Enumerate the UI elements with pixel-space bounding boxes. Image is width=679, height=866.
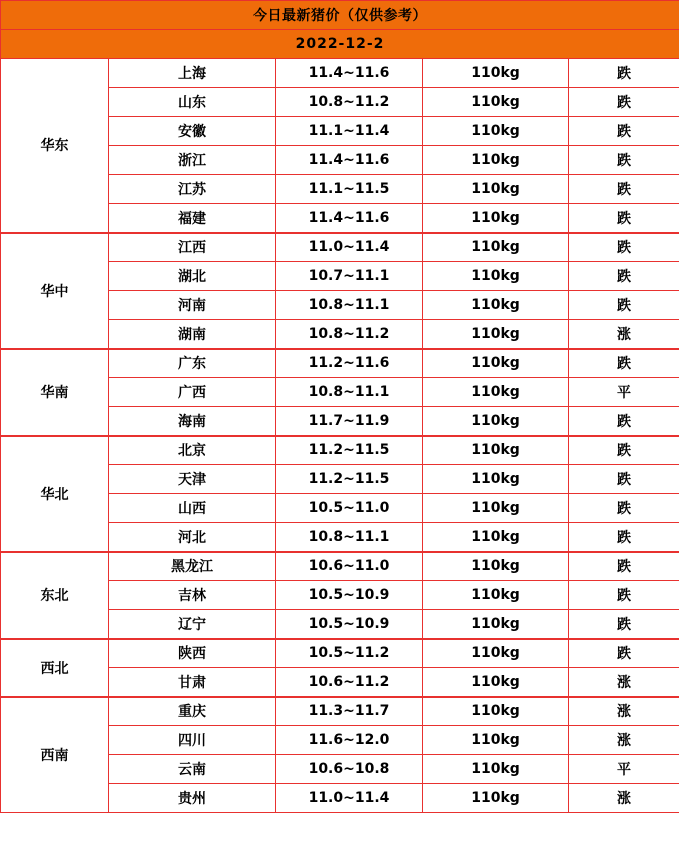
weight-cell: 110kg xyxy=(423,204,569,233)
table-row xyxy=(1,233,679,262)
trend-cell: 跌 xyxy=(569,291,679,320)
weight-cell: 110kg xyxy=(423,291,569,320)
price-cell: 10.5~11.0 xyxy=(276,494,423,523)
table-body xyxy=(1,1,679,813)
price-cell: 10.5~11.2 xyxy=(276,639,423,668)
province-cell: 黑龙江 xyxy=(109,552,276,581)
province-cell: 天津 xyxy=(109,465,276,494)
region-cell: 华南 xyxy=(1,349,109,436)
weight-cell: 110kg xyxy=(423,175,569,204)
province-cell: 甘肃 xyxy=(109,668,276,697)
region-cell: 西北 xyxy=(1,639,109,697)
price-cell: 10.6~11.2 xyxy=(276,668,423,697)
weight-cell: 110kg xyxy=(423,465,569,494)
weight-cell: 110kg xyxy=(423,581,569,610)
weight-cell: 110kg xyxy=(423,88,569,117)
province-cell: 辽宁 xyxy=(109,610,276,639)
trend-cell: 跌 xyxy=(569,436,679,465)
weight-cell: 110kg xyxy=(423,755,569,784)
province-cell: 安徽 xyxy=(109,117,276,146)
price-cell: 11.4~11.6 xyxy=(276,146,423,175)
trend-cell: 涨 xyxy=(569,697,679,726)
price-cell: 11.1~11.5 xyxy=(276,175,423,204)
weight-cell: 110kg xyxy=(423,407,569,436)
weight-cell: 110kg xyxy=(423,117,569,146)
price-cell: 10.8~11.1 xyxy=(276,291,423,320)
trend-cell: 跌 xyxy=(569,552,679,581)
trend-cell: 涨 xyxy=(569,320,679,349)
province-cell: 山东 xyxy=(109,88,276,117)
weight-cell: 110kg xyxy=(423,668,569,697)
table-row xyxy=(1,697,679,726)
price-cell: 11.2~11.5 xyxy=(276,465,423,494)
weight-cell: 110kg xyxy=(423,349,569,378)
trend-cell: 跌 xyxy=(569,465,679,494)
weight-cell: 110kg xyxy=(423,436,569,465)
price-cell: 10.8~11.1 xyxy=(276,378,423,407)
region-cell: 西南 xyxy=(1,697,109,813)
province-cell: 云南 xyxy=(109,755,276,784)
price-cell: 11.2~11.5 xyxy=(276,436,423,465)
trend-cell: 涨 xyxy=(569,726,679,755)
trend-cell: 跌 xyxy=(569,204,679,233)
province-cell: 广东 xyxy=(109,349,276,378)
province-cell: 江苏 xyxy=(109,175,276,204)
price-cell: 10.8~11.1 xyxy=(276,523,423,552)
province-cell: 陕西 xyxy=(109,639,276,668)
weight-cell: 110kg xyxy=(423,697,569,726)
province-cell: 浙江 xyxy=(109,146,276,175)
trend-cell: 跌 xyxy=(569,175,679,204)
province-cell: 福建 xyxy=(109,204,276,233)
date-row xyxy=(1,30,679,59)
weight-cell: 110kg xyxy=(423,378,569,407)
province-cell: 贵州 xyxy=(109,784,276,813)
price-cell: 11.0~11.4 xyxy=(276,784,423,813)
weight-cell: 110kg xyxy=(423,320,569,349)
trend-cell: 跌 xyxy=(569,349,679,378)
trend-cell: 跌 xyxy=(569,117,679,146)
region-cell: 华中 xyxy=(1,233,109,349)
price-cell: 10.6~11.0 xyxy=(276,552,423,581)
trend-cell: 涨 xyxy=(569,784,679,813)
province-cell: 河北 xyxy=(109,523,276,552)
province-cell: 四川 xyxy=(109,726,276,755)
price-cell: 10.5~10.9 xyxy=(276,581,423,610)
province-cell: 江西 xyxy=(109,233,276,262)
price-cell: 11.6~12.0 xyxy=(276,726,423,755)
trend-cell: 跌 xyxy=(569,88,679,117)
price-cell: 10.6~10.8 xyxy=(276,755,423,784)
weight-cell: 110kg xyxy=(423,552,569,581)
price-cell: 11.4~11.6 xyxy=(276,59,423,88)
trend-cell: 跌 xyxy=(569,523,679,552)
weight-cell: 110kg xyxy=(423,262,569,291)
trend-cell: 平 xyxy=(569,378,679,407)
price-cell: 10.8~11.2 xyxy=(276,88,423,117)
table-row xyxy=(1,552,679,581)
trend-cell: 跌 xyxy=(569,610,679,639)
weight-cell: 110kg xyxy=(423,494,569,523)
region-cell: 华北 xyxy=(1,436,109,552)
weight-cell: 110kg xyxy=(423,639,569,668)
weight-cell: 110kg xyxy=(423,610,569,639)
province-cell: 湖北 xyxy=(109,262,276,291)
price-cell: 11.1~11.4 xyxy=(276,117,423,146)
weight-cell: 110kg xyxy=(423,784,569,813)
price-cell: 10.7~11.1 xyxy=(276,262,423,291)
weight-cell: 110kg xyxy=(423,523,569,552)
trend-cell: 跌 xyxy=(569,581,679,610)
date-label: 2022-12-2 xyxy=(1,30,679,59)
province-cell: 上海 xyxy=(109,59,276,88)
price-cell: 10.8~11.2 xyxy=(276,320,423,349)
table-row xyxy=(1,436,679,465)
weight-cell: 110kg xyxy=(423,726,569,755)
price-cell: 11.4~11.6 xyxy=(276,204,423,233)
trend-cell: 涨 xyxy=(569,668,679,697)
province-cell: 湖南 xyxy=(109,320,276,349)
table-row xyxy=(1,349,679,378)
trend-cell: 跌 xyxy=(569,494,679,523)
page-title: 今日最新猪价（仅供参考） xyxy=(1,1,679,30)
price-cell: 10.5~10.9 xyxy=(276,610,423,639)
trend-cell: 跌 xyxy=(569,233,679,262)
title-row xyxy=(1,1,679,30)
trend-cell: 跌 xyxy=(569,407,679,436)
region-cell: 东北 xyxy=(1,552,109,639)
province-cell: 重庆 xyxy=(109,697,276,726)
table-row xyxy=(1,639,679,668)
weight-cell: 110kg xyxy=(423,59,569,88)
weight-cell: 110kg xyxy=(423,233,569,262)
trend-cell: 跌 xyxy=(569,639,679,668)
price-cell: 11.3~11.7 xyxy=(276,697,423,726)
weight-cell: 110kg xyxy=(423,146,569,175)
province-cell: 北京 xyxy=(109,436,276,465)
province-cell: 吉林 xyxy=(109,581,276,610)
province-cell: 海南 xyxy=(109,407,276,436)
region-cell: 华东 xyxy=(1,59,109,233)
price-cell: 11.0~11.4 xyxy=(276,233,423,262)
trend-cell: 跌 xyxy=(569,262,679,291)
trend-cell: 平 xyxy=(569,755,679,784)
price-cell: 11.2~11.6 xyxy=(276,349,423,378)
province-cell: 河南 xyxy=(109,291,276,320)
province-cell: 广西 xyxy=(109,378,276,407)
table-row xyxy=(1,59,679,88)
province-cell: 山西 xyxy=(109,494,276,523)
trend-cell: 跌 xyxy=(569,59,679,88)
price-cell: 11.7~11.9 xyxy=(276,407,423,436)
trend-cell: 跌 xyxy=(569,146,679,175)
